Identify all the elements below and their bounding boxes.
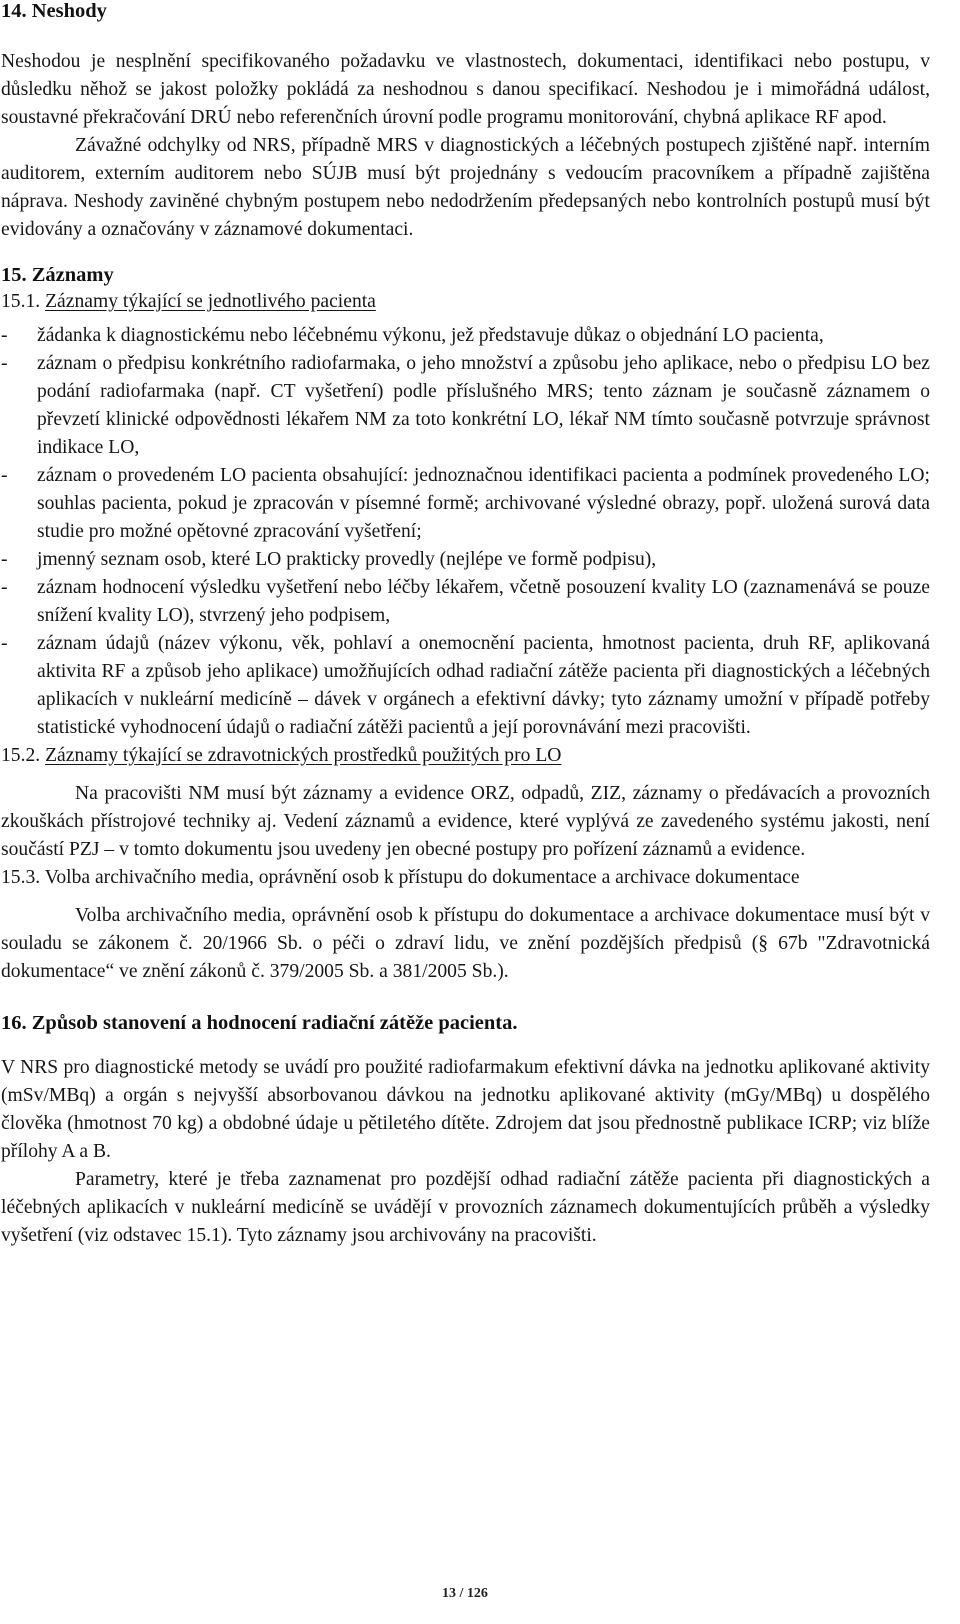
list-item: - žádanka k diagnostickému nebo léčebnému výkonu, jež představuje důkaz o objednání LO pacienta, — [1, 322, 930, 350]
list-item: - jmenný seznam osob, které LO prakticky provedly (nejlépe ve formě podpisu), — [1, 546, 930, 574]
section-14-paragraph-1: Neshodou je nesplnění specifikovaného požadavku ve vlastnostech, dokumentaci, identifikaci nebo postupu, v důsledku něhož se jakost položky pokládá za neshodnou s danou specifikací. Neshodou je i mimořádná událost, soustavné překračování DRÚ nebo referenčních úrovní podle programu monitorování, chybná aplikace RF apod. — [1, 51, 930, 128]
dash-marker: - — [1, 549, 8, 570]
section-16-paragraph-1: V NRS pro diagnostické metody se uvádí pro použité radiofarmakum efektivní dávka na jednotku aplikované aktivity (mSv/MBq) a orgán s nejvyšší absorbovanou dávkou na jednotku aplikované aktivity (mGy/MBq) u dospělého člověka (hmotnost 70 kg) a obdobné údaje u pětiletého dítěte. Zdrojem dat jsou přednostně publikace ICRP; viz blíže přílohy A a B. — [1, 1057, 930, 1162]
list-item: - záznam o předpisu konkrétního radiofarmaka, o jeho množství a způsobu jeho aplikace, nebo o předpisu LO bez podání radiofarmaka (např. CT vyšetření) podle příslušného MRS; tento záznam je současně záznamem o převzetí klinické odpovědnosti lékařem NM za toto konkrétní LO, lékař NM tímto současně potvrzuje správnost indikace LO, — [1, 350, 930, 462]
list-item: - záznam údajů (název výkonu, věk, pohlaví a onemocnění pacienta, hmotnost pacienta, druh RF, aplikovaná aktivita RF a způsob jeho aplikace) umožňujících odhad radiační zátěže pacienta při diagnostických a léčebných aplikacích v nukleární medicíně – dávek v orgánech a efektivní dávky; tyto záznamy umožní v případě potřeby statistické vyhodnocení údajů o radiační zátěži pacientů a její porovnávání mezi pracovišti. — [1, 630, 930, 742]
subsection-15-1-number: 15.1. — [1, 291, 41, 312]
subsection-15-3-paragraph: Volba archivačního media, oprávnění osob k přístupu do dokumentace a archivace dokumentace musí být v souladu se zákonem č. 20/1966 Sb. o péči o zdraví lidu, ve znění pozdějších předpisů (§ 67b "Zdravotnická dokumentace“ ve znění zákonů č. 379/2005 Sb. a 381/2005 Sb.). — [1, 905, 930, 982]
dash-marker: - — [1, 325, 8, 346]
page-number: 13 / 126 — [442, 1586, 488, 1601]
subsection-15-2-title: Záznamy týkající se zdravotnických prostředků použitých pro LO — [45, 745, 562, 766]
section-15-heading: 15. Záznamy — [1, 264, 114, 286]
section-16-paragraph-2: Parametry, které je třeba zaznamenat pro pozdější odhad radiační zátěže pacienta při diagnostických a léčebných aplikacích v nukleární medicíně se uvádějí v provozních záznamech dokumentujících průběh a výsledky vyšetření (viz odstavec 15.1). Tyto záznamy jsou archivovány na pracovišti. — [1, 1169, 930, 1246]
patient-records-list — [1, 322, 930, 742]
list-item: - záznam hodnocení výsledku vyšetření nebo léčby lékařem, včetně posouzení kvality LO (zaznamenává se pouze snížení kvality LO), stvrzený jeho podpisem, — [1, 574, 930, 630]
subsection-15-2-heading — [1, 742, 930, 770]
dash-marker: - — [1, 465, 8, 486]
section-14-heading: 14. Neshody — [1, 0, 107, 22]
subsection-15-3-heading: 15.3. Volba archivačního media, oprávnění osob k přístupu do dokumentace a archivace dokumentace — [1, 867, 800, 888]
subsection-15-1-heading — [1, 288, 930, 316]
dash-marker: - — [1, 633, 8, 654]
section-14-paragraph-2: Závažné odchylky od NRS, případně MRS v diagnostických a léčebných postupech zjištěné např. interním auditorem, externím auditorem nebo SÚJB musí být projednány s vedoucím pracovníkem a případně zajištěna náprava. Neshody zaviněné chybným postupem nebo nedodržením předepsaných nebo kontrolních postupů musí být evidovány a označovány v záznamové dokumentaci. — [1, 135, 930, 240]
subsection-15-2-number: 15.2. — [1, 745, 41, 766]
section-16-heading: 16. Způsob stanovení a hodnocení radiační zátěže pacienta. — [1, 1012, 518, 1034]
list-item: - záznam o provedeném LO pacienta obsahující: jednoznačnou identifikaci pacienta a podmínek provedeného LO; souhlas pacienta, pokud je zpracován v písemné formě; archivované výsledné obrazy, popř. uložená surová data studie pro možné opětovné zpracování vyšetření; — [1, 462, 930, 546]
dash-marker: - — [1, 353, 8, 374]
dash-marker: - — [1, 577, 8, 598]
subsection-15-2-paragraph: Na pracovišti NM musí být záznamy a evidence ORZ, odpadů, ZIZ, záznamy o předávacích a provozních zkouškách přístrojové techniky aj. Vedení záznamů a evidence, které vyplývá ze zavedeného systému jakosti, není součástí PZJ – v tomto dokumentu jsou uvedeny jen obecné postupy pro pořízení záznamů a evidence. — [1, 783, 930, 860]
subsection-15-1-title: Záznamy týkající se jednotlivého pacienta — [45, 291, 376, 312]
